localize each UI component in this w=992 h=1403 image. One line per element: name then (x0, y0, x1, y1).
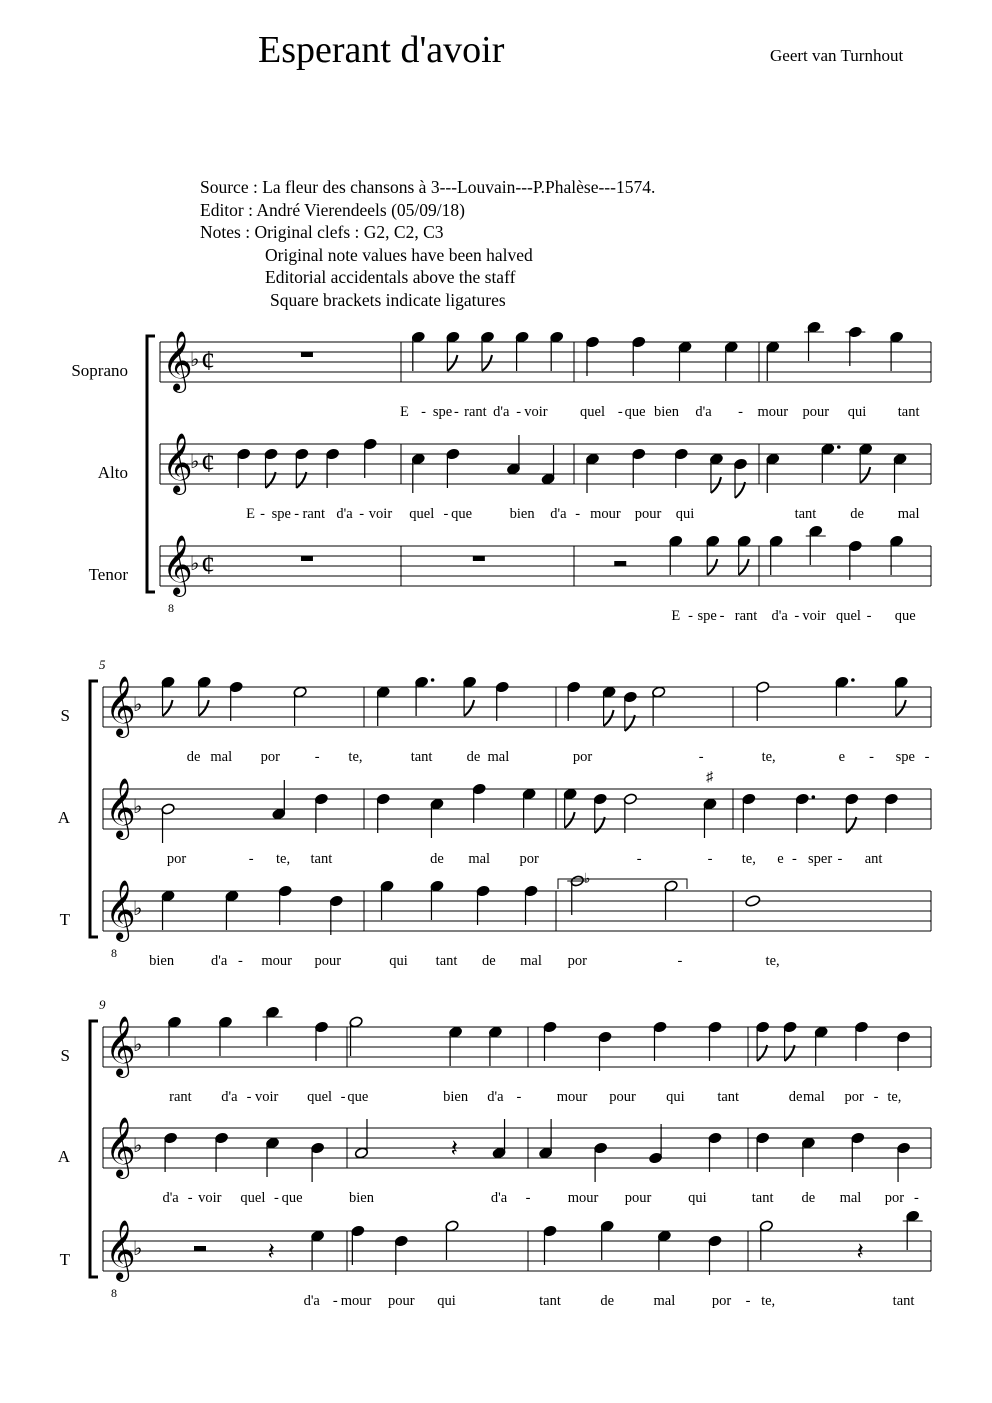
lyric-syllable: spe (432, 404, 453, 420)
score-system-2 (58, 657, 931, 969)
lyric-syllable: - (738, 404, 743, 420)
octave-eight-marker: 8 (111, 1286, 117, 1300)
lyric-syllable: que (281, 1190, 303, 1206)
voice-label-alto: A (57, 808, 70, 827)
lyric-syllable: que (894, 608, 916, 624)
score-system-3 (58, 997, 931, 1309)
treble-clef-icon: 𝄞 (105, 1119, 136, 1176)
voice-label-alto: Alto (97, 463, 128, 482)
lyric-syllable: qui (437, 1293, 456, 1309)
lyric-syllable: - (866, 608, 872, 624)
lyric-syllable: - (719, 608, 725, 624)
lyric-syllable: voir (254, 1089, 279, 1105)
source-line: Source : La fleur des chansons à 3---Louvain---P.Phalèse---1574. (200, 177, 656, 197)
lyric-syllable: d'a (771, 608, 788, 624)
piece-title: Esperant d'avoir (258, 29, 505, 71)
lyric-syllable: rant (734, 608, 758, 624)
lyric-syllable: te, (761, 749, 776, 765)
lyric-syllable: que (451, 506, 473, 522)
lyric-syllable: de (850, 506, 864, 522)
lyric-syllable: d'a (493, 404, 510, 420)
lyric-syllable: mour (340, 1293, 372, 1309)
measure-number: 9 (99, 997, 106, 1012)
lyric-syllable: - (248, 851, 254, 867)
quarter-rest-icon: 𝄽 (450, 1136, 458, 1162)
cut-time-icon: ¢ (201, 550, 215, 581)
cut-time-icon: ¢ (201, 346, 215, 377)
lyric-syllable: mour (757, 404, 789, 420)
lyric-syllable: - (617, 404, 623, 420)
lyric-syllable: te, (348, 749, 363, 765)
lyric-syllable: E (246, 506, 255, 522)
lyric-syllable: qui (389, 953, 408, 969)
lyric-syllable: - (575, 506, 581, 522)
lyric-syllable: - (791, 851, 797, 867)
lyric-syllable: voir (368, 506, 393, 522)
lyric-syllable: mour (590, 506, 621, 522)
lyric-syllable: - (924, 749, 930, 765)
rest-whole-icon (301, 556, 313, 561)
lyric-syllable: voir (802, 608, 826, 624)
voice-label-alto: A (57, 1147, 70, 1166)
lyric-syllable: que (624, 404, 646, 420)
lyric-syllable: - (453, 404, 459, 420)
quarter-rest-icon: 𝄽 (856, 1239, 864, 1265)
lyric-syllable: por (711, 1293, 732, 1309)
lyric-syllable: qui (688, 1190, 707, 1206)
system-bracket (147, 336, 155, 592)
lyric-syllable: bien (348, 1190, 374, 1206)
quarter-rest-icon: 𝄽 (267, 1239, 275, 1265)
lyric-syllable: d'a (550, 506, 567, 522)
voice-label-soprano: S (60, 706, 70, 725)
lyric-syllable: pour (634, 506, 662, 522)
staff-tenor (60, 875, 931, 969)
lyric-syllable: qui (666, 1089, 685, 1105)
lyric-syllable: - (314, 749, 320, 765)
lyric-syllable: - (332, 1293, 338, 1309)
lyric-syllable: tant (892, 1293, 915, 1309)
lyric-syllable: mal (897, 506, 920, 522)
lyric-syllable: bien (443, 1089, 469, 1105)
lyric-syllable: por (884, 1190, 905, 1206)
lyric-syllable: - (636, 851, 642, 867)
staff-soprano (61, 1006, 931, 1105)
lyric-syllable: mour (261, 953, 292, 969)
lyric-syllable: tant (410, 749, 433, 765)
eighth-flag (707, 559, 717, 575)
lyric-syllable: voir (198, 1190, 222, 1206)
lyric-syllable: de (801, 1190, 816, 1206)
key-flat-icon: ♭ (133, 1034, 143, 1056)
eighth-flag (482, 355, 492, 371)
lyric-syllable: E (400, 404, 409, 420)
lyric-syllable: - (869, 749, 875, 765)
lyric-syllable: pour (802, 404, 830, 420)
lyric-syllable: d'a (221, 1089, 238, 1105)
lyric-syllable: - (246, 1089, 252, 1105)
lyric-syllable: qui (675, 506, 695, 522)
lyric-syllable: - (294, 506, 300, 522)
lyric-syllable: E (671, 608, 681, 624)
lyric-syllable: - (745, 1293, 751, 1309)
staff-alto (58, 778, 931, 867)
lyric-syllable: ant (864, 851, 883, 867)
key-flat-icon: ♭ (133, 796, 143, 818)
lyric-syllable: por (519, 851, 539, 867)
lyric-syllable: por (260, 749, 280, 765)
lyric-syllable: mal (468, 851, 491, 867)
eighth-flag (199, 700, 209, 716)
treble-clef-icon: 𝄞 (105, 678, 136, 735)
treble-clef-icon: 𝄞 (105, 882, 136, 939)
lyric-syllable: d'a (303, 1293, 320, 1309)
lyric-syllable: tant (539, 1293, 561, 1309)
lyric-syllable: por (567, 953, 587, 969)
rest-half-icon (614, 561, 626, 566)
system-bracket (90, 1021, 98, 1277)
voice-label-tenor: T (59, 1250, 70, 1269)
lyric-syllable: d'a (487, 1089, 504, 1105)
lyric-syllable: mal (653, 1293, 676, 1309)
eighth-flag (896, 700, 906, 716)
lyric-syllable: te, (765, 953, 780, 969)
lyric-syllable: pour (609, 1089, 636, 1105)
lyric-syllable: tant (794, 506, 817, 522)
lyric-syllable: tant (310, 851, 333, 867)
treble-clef-icon: 𝄞 (105, 780, 136, 837)
staff-tenor (89, 525, 931, 624)
notes-line-4: Square brackets indicate ligatures (270, 289, 506, 310)
rest-whole-icon (301, 352, 313, 357)
octave-eight-marker: 8 (111, 946, 117, 960)
lyric-syllable: - (421, 404, 426, 420)
eighth-flag (739, 559, 749, 575)
lyric-syllable: tant (751, 1190, 774, 1206)
lyric-syllable: pour (388, 1293, 415, 1309)
lyric-syllable: - (187, 1190, 193, 1206)
lyric-syllable: quel (307, 1089, 333, 1105)
lyric-syllable: - (677, 953, 683, 969)
lyric-syllable: quel (409, 506, 435, 522)
lyric-syllable: d'a (490, 1190, 508, 1206)
voice-label-tenor: Tenor (88, 565, 128, 584)
lyric-syllable: mour (567, 1190, 599, 1206)
lyric-syllable: mal (487, 749, 510, 765)
lyric-syllable: te, (741, 851, 756, 867)
staff-soprano (61, 676, 931, 765)
eighth-flag (604, 710, 614, 726)
lyric-syllable: sper (808, 851, 833, 867)
lyric-syllable: e (838, 749, 846, 765)
lyric-syllable: d'a (336, 506, 353, 522)
eighth-flag (464, 700, 474, 716)
eighth-flag (447, 355, 457, 371)
staff-alto (98, 433, 931, 522)
augmentation-dot (812, 795, 816, 799)
key-flat-icon: ♭ (190, 553, 200, 575)
lyric-syllable: - (688, 608, 693, 624)
key-flat-icon: ♭ (133, 694, 143, 716)
lyric-syllable: quel (240, 1190, 266, 1206)
lyric-syllable: de (788, 1089, 803, 1105)
lyric-syllable: de (481, 953, 496, 969)
lyric-syllable: te, (276, 851, 291, 867)
notes-line-1: Notes : Original clefs : G2, C2, C3 (200, 222, 444, 243)
lyric-syllable: bien (149, 953, 175, 969)
lyric-syllable: bien (509, 506, 535, 522)
lyric-syllable: bien (654, 404, 679, 420)
lyric-syllable: mal (210, 749, 233, 765)
staff-soprano (71, 321, 931, 420)
lyric-syllable: por (572, 749, 593, 765)
editorial-accidental-icon: ♯ (705, 770, 713, 785)
lyric-syllable: spe (271, 506, 291, 522)
editor-line: Editor : André Vierendeels (05/09/18) (200, 199, 465, 220)
lyric-syllable: - (525, 1190, 531, 1206)
lyric-syllable: mal (803, 1089, 825, 1105)
lyric-syllable: - (794, 608, 800, 624)
lyric-syllable: d'a (211, 953, 228, 969)
lyric-syllable: - (238, 953, 243, 969)
voice-label-soprano: S (60, 1046, 70, 1065)
lyric-syllable: - (443, 506, 449, 522)
measure-number: 5 (99, 657, 106, 672)
lyric-syllable: por (166, 851, 187, 867)
lyric-syllable: te, (887, 1089, 902, 1105)
voice-label-tenor: T (59, 910, 70, 929)
lyric-syllable: de (186, 749, 201, 765)
notes-line-3: Editorial accidentals above the staff (265, 267, 516, 288)
lyric-syllable: qui (847, 404, 867, 420)
lyric-syllable: - (359, 506, 365, 522)
lyric-syllable: voir (524, 404, 548, 420)
treble-clef-icon: 𝄞 (162, 333, 193, 390)
treble-clef-icon: 𝄞 (162, 537, 193, 594)
score-system-1 (71, 321, 931, 624)
staff-alto (58, 1117, 931, 1206)
lyric-syllable: tant (717, 1089, 740, 1105)
lyric-syllable: mal (839, 1190, 862, 1206)
composer-name: Geert van Turnhout (770, 46, 904, 65)
augmentation-dot (431, 678, 435, 682)
system-bracket (90, 681, 98, 937)
lyric-syllable: tant (435, 953, 458, 969)
lyric-syllable: te, (761, 1293, 776, 1309)
augmentation-dot (837, 445, 841, 449)
rest-half-icon (194, 1246, 206, 1251)
lyric-syllable: e (777, 851, 784, 867)
lyric-syllable: rant (169, 1089, 192, 1105)
eighth-flag (163, 700, 173, 716)
lyric-syllable: - (260, 506, 265, 522)
lyric-syllable: mour (556, 1089, 588, 1105)
treble-clef-icon: 𝄞 (105, 1018, 136, 1075)
voice-label-soprano: Soprano (71, 361, 128, 380)
lyric-syllable: - (707, 851, 713, 867)
lyric-syllable: de (466, 749, 481, 765)
lyric-syllable: por (844, 1089, 864, 1105)
rest-whole-icon (473, 556, 485, 561)
notes-line-2: Original note values have been halved (265, 244, 533, 265)
lyric-syllable: - (340, 1089, 346, 1105)
notehead (745, 895, 761, 908)
cut-time-icon: ¢ (201, 448, 215, 479)
key-flat-icon: ♭ (133, 898, 143, 920)
lyric-syllable: pour (624, 1190, 652, 1206)
lyric-syllable: - (516, 1089, 522, 1105)
lyric-syllable: de (600, 1293, 615, 1309)
lyric-syllable: pour (314, 953, 342, 969)
key-flat-icon: ♭ (133, 1135, 143, 1157)
lyric-syllable: - (274, 1190, 279, 1206)
lyric-syllable: - (698, 749, 704, 765)
key-flat-icon: ♭ (133, 1238, 143, 1260)
lyric-syllable: d'a (162, 1190, 179, 1206)
lyric-syllable: mal (520, 953, 542, 969)
lyric-syllable: de (430, 851, 444, 867)
lyric-syllable: rant (302, 506, 326, 522)
eighth-flag (711, 477, 721, 493)
lyric-syllable: spe (697, 608, 717, 624)
lyric-syllable: - (837, 851, 843, 867)
lyric-syllable: - (516, 404, 522, 420)
eighth-flag (565, 812, 575, 828)
treble-clef-icon: 𝄞 (162, 435, 193, 492)
eighth-flag (860, 467, 870, 483)
lyric-syllable: rant (464, 404, 487, 420)
octave-eight-marker: 8 (168, 601, 174, 615)
lyric-syllable: spe (895, 749, 915, 765)
augmentation-dot (851, 678, 855, 682)
lyric-syllable: d'a (695, 404, 712, 420)
lyric-syllable: tant (897, 404, 920, 420)
treble-clef-icon: 𝄞 (105, 1222, 136, 1279)
key-flat-icon: ♭ (190, 451, 200, 473)
lyric-syllable: quel (835, 608, 861, 624)
lyric-syllable: quel (580, 404, 605, 420)
lyric-syllable: que (347, 1089, 369, 1105)
editorial-accidental-icon: ♭ (583, 872, 591, 887)
staff-tenor (60, 1210, 931, 1309)
key-flat-icon: ♭ (190, 349, 200, 371)
lyric-syllable: - (873, 1089, 879, 1105)
lyric-syllable: - (913, 1190, 919, 1206)
